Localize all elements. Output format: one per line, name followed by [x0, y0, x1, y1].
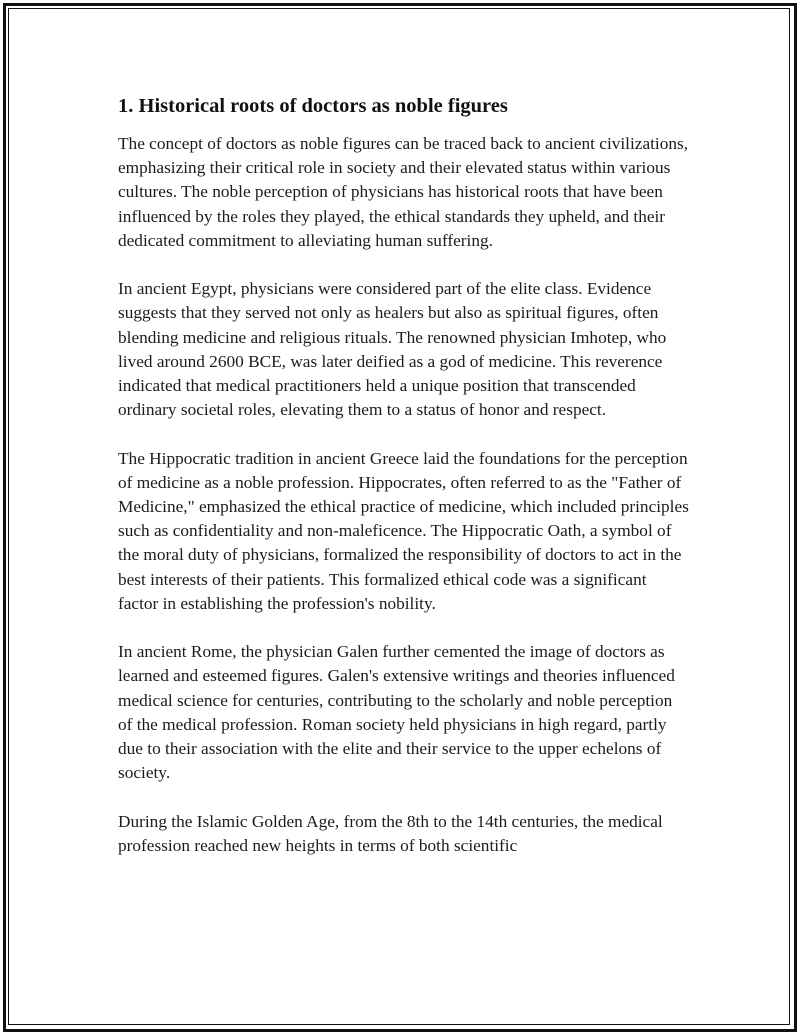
paragraph-introduction: The concept of doctors as noble figures can be traced back to ancient civilizations, emphasizing their critical role in society and their elevated status within various cultures. The noble perception of physicians has historical roots that have been influenced by the roles they played, the ethical standards they upheld, and their dedicated commitment to alleviating human suffering.: [118, 134, 689, 250]
section-heading: 1. Historical roots of doctors as noble figures: [118, 95, 508, 117]
paragraph-ancient-egypt: In ancient Egypt, physicians were considered part of the elite class. Evidence suggests that they served not only as healers but also as spiritual figures, often blending medicine and religious rituals. The renowned physician Imhotep, who lived around 2600 BCE, was later deified as a god of medicine. This reverence indicated that medical practitioners held a unique position that transcended ordinary societal roles, elevating them to a status of honor and respect.: [118, 279, 667, 420]
document-body: [118, 93, 690, 858]
paragraph-islamic-golden-age: During the Islamic Golden Age, from the 8th to the 14th centuries, the medical profession reached new heights in terms of both scientific: [118, 811, 663, 855]
paragraph-ancient-greece: The Hippocratic tradition in ancient Greece laid the foundations for the perception of medicine as a noble profession. Hippocrates, often referred to as the "Father of Medicine," emphasized the ethical practice of medicine, which included principles such as confidentiality and non-maleficence. The Hippocratic Oath, a symbol of the moral duty of physicians, formalized the responsibility of doctors to act in the best interests of their patients. This formalized ethical code was a significant factor in establishing the profession's nobility.: [118, 448, 689, 613]
paragraph-ancient-rome: In ancient Rome, the physician Galen further cemented the image of doctors as learned and esteemed figures. Galen's extensive writings and theories influenced medical science for centuries, contributing to the scholarly and noble perception of the medical profession. Roman society held physicians in high regard, partly due to their association with the elite and their service to the upper echelons of society.: [118, 642, 675, 783]
